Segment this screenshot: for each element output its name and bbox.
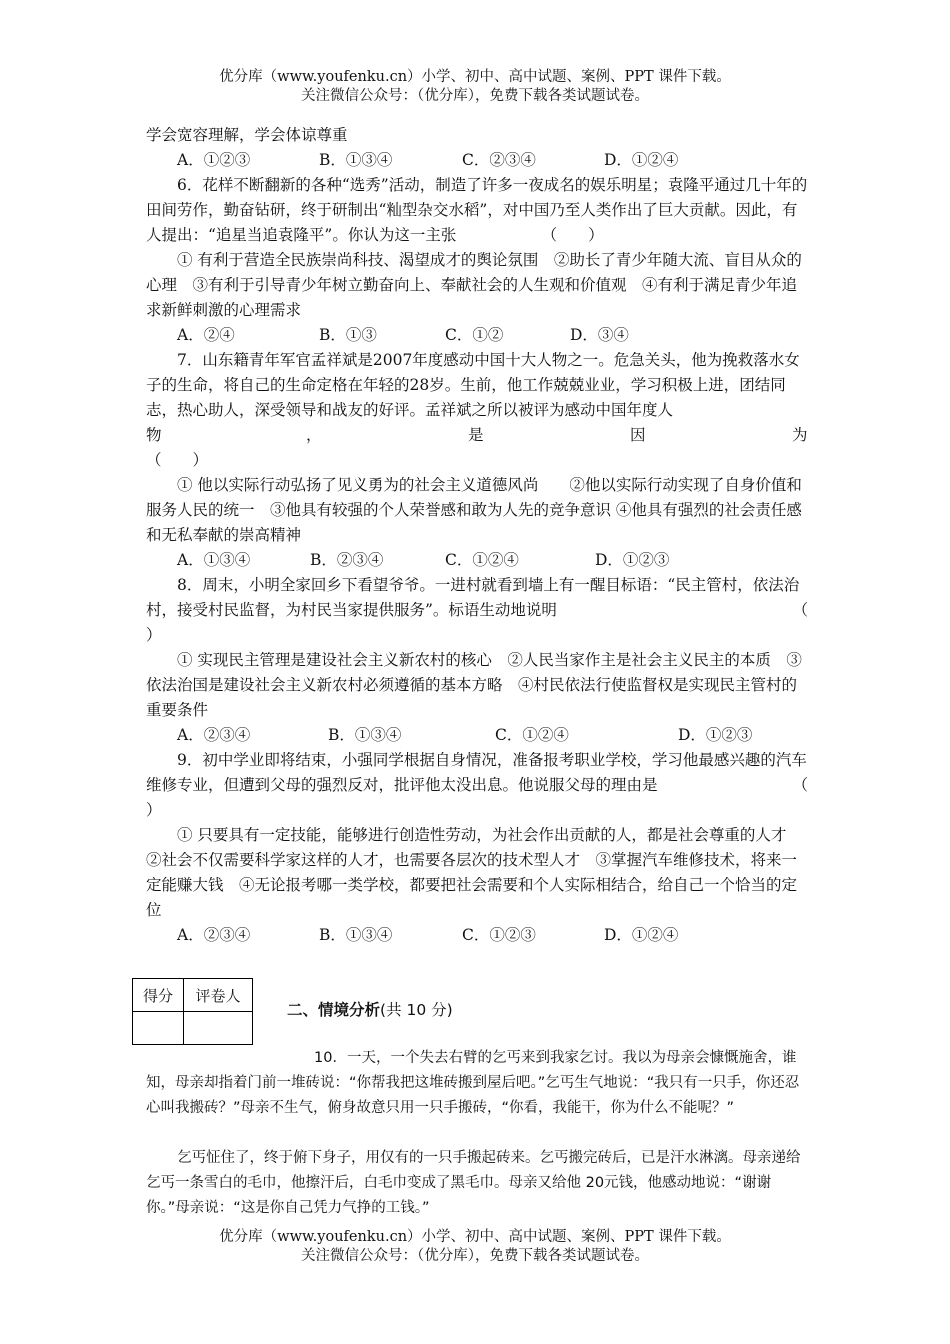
section-2-title bbox=[287, 998, 453, 1020]
score-table bbox=[132, 978, 253, 1045]
q7-stem: 7．山东籍青年军官孟祥斌是2007年度感动中国十大人物之一。危急关头，他为挽救落水女子的生命，将自己的生命定格在年轻的28岁。生前，他工作兢兢业业，学习积极上进，团结同志，热心助人，深受领导和战友的好评。孟祥斌之所以被评为感动中国年度人 bbox=[146, 351, 800, 419]
q7-spread-2: ， bbox=[306, 426, 322, 444]
section-2-points: (共 10 分) bbox=[380, 1001, 453, 1019]
score-header: 得分 bbox=[133, 979, 184, 1012]
grader-header: 评卷人 bbox=[184, 979, 253, 1012]
q10-indent-spacer bbox=[146, 1046, 314, 1071]
q9-paren-close: ） bbox=[146, 801, 162, 819]
q9-option-d: D．①②④ bbox=[604, 926, 679, 944]
q8-statements: ① 实现民主管理是建设社会主义新农村的核心 ②人民当家作主是社会主义民主的本质 ③依法治国是建设社会主义新农村必须遵循的基本方略 ④村民依法行使监督权是实现民主管村的重要条件 bbox=[146, 651, 802, 719]
q6-statements: ① 有利于营造全民族崇尚科技、渴望成才的舆论氛围 ②助长了青少年随大流、盲目从众的心理 ③有利于引导青少年树立勤奋向上、奉献社会的人生观和价值观 ④有利于满足青少年追求新鲜刺激的心理需求 bbox=[146, 251, 802, 319]
q8-stem: 8．周末，小明全家回乡下看望爷爷。一进村就看到墙上有一醒目标语：“民主管村，依法治村，接受村民监督，为村民当家提供服务”。标语生动地说明 bbox=[146, 576, 800, 619]
q9-option-c: C．①②③ bbox=[462, 926, 536, 944]
q8-paren-open: （ bbox=[792, 601, 808, 619]
q7-spread-5: 为 bbox=[792, 426, 808, 444]
q9-statements: ① 只要具有一定技能，能够进行创造性劳动，为社会作出贡献的人，都是社会尊重的人才 ②社会不仅需要科学家这样的人才，也需要各层次的技术型人才 ③掌握汽车维修技术，将来一定能赚大钱 ④无论报考哪一类学校，都要把社会需要和个人实际相结合，给自己一个恰当的定位 bbox=[146, 826, 802, 919]
q8-option-c: C．①②④ bbox=[495, 726, 569, 744]
q7-spread-3: 是 bbox=[468, 426, 484, 444]
q8-stem-block bbox=[146, 573, 808, 623]
q7-option-c: C．①②④ bbox=[445, 551, 519, 569]
q9-paren-open: （ bbox=[792, 776, 808, 794]
q7-stem-spread-line bbox=[146, 423, 808, 448]
q5-option-b: B．①③④ bbox=[319, 151, 393, 169]
q10-paragraph-2: 乞丐怔住了，终于俯下身子，用仅有的一只手搬起砖来。乞丐搬完砖后，已是汗水淋漓。母亲递给乞丐一条雪白的毛巾，他擦汗后，白毛巾变成了黑毛巾。母亲又给他 20元钱，他感动地说：“谢谢你。”母亲说：“这是你自己凭力气挣的工钱。” bbox=[146, 1150, 801, 1216]
q10-paragraph-1-block bbox=[146, 1046, 808, 1146]
footer-line-1: 优分库（www.youfenku.cn）小学、初中、高中试题、案例、PPT 课件下载。 bbox=[219, 1229, 731, 1245]
q7-option-d: D．①②③ bbox=[595, 551, 670, 569]
q7-spread-1: 物 bbox=[146, 426, 162, 444]
q7-statements: ① 他以实际行动弘扬了见义勇为的社会主义道德风尚 ②他以实际行动实现了自身价值和服务人民的统一 ③他具有较强的个人荣誉感和敢为人先的竞争意识 ④他具有强烈的社会责任感和无私奉献的崇高精神 bbox=[146, 476, 802, 544]
q8-option-b: B．①③④ bbox=[328, 726, 402, 744]
q6-option-b: B．①③ bbox=[319, 326, 377, 344]
footer-line-2: 关注微信公众号：（优分库），免费下载各类试题试卷。 bbox=[301, 1248, 649, 1264]
q5-continuation: 学会宽容理解，学会体谅尊重 bbox=[146, 126, 348, 144]
q6-option-c: C．①② bbox=[445, 326, 504, 344]
q10-paragraph-1: 10．一天，一个失去右臂的乞丐来到我家乞讨。我以为母亲会慷慨施舍，谁知，母亲却指着门前一堆砖说：“你帮我把这堆砖搬到屋后吧。”乞丐生气地说：“我只有一只手，你还忍心叫我搬砖？”母亲不生气，俯身故意只用一只手搬砖，“你看，我能干，你为什么不能呢？” bbox=[146, 1050, 800, 1116]
q7-answer-paren: （ ） bbox=[146, 451, 209, 469]
q6-option-d: D．③④ bbox=[570, 326, 629, 344]
q6-stem: 6．花样不断翻新的各种“选秀”活动，制造了许多一夜成名的娱乐明星；袁隆平通过几十年的田间劳作，勤奋钻研，终于研制出“籼型杂交水稻”，对中国乃至人类作出了巨大贡献。因此，有人提出：“追星当追袁隆平”。你认为这一主张 （ ） bbox=[146, 176, 808, 244]
grader-cell[interactable] bbox=[184, 1012, 253, 1045]
q9-stem-block bbox=[146, 748, 808, 798]
q5-option-d: D．①②④ bbox=[604, 151, 679, 169]
section-2-title-text: 二、情境分析 bbox=[287, 1001, 381, 1019]
q9-option-a: A．②③④ bbox=[177, 926, 251, 944]
q9-option-b: B．①③④ bbox=[319, 926, 393, 944]
q6-option-a: A．②④ bbox=[177, 326, 235, 344]
q5-option-a: A．①②③ bbox=[177, 151, 251, 169]
q8-option-a: A．②③④ bbox=[177, 726, 251, 744]
score-cell[interactable] bbox=[133, 1012, 184, 1045]
header-line-2: 关注微信公众号：（优分库），免费下载各类试题试卷。 bbox=[301, 88, 649, 104]
q7-option-a: A．①③④ bbox=[177, 551, 251, 569]
header-line-1: 优分库（www.youfenku.cn）小学、初中、高中试题、案例、PPT 课件下载。 bbox=[219, 69, 731, 85]
q7-spread-4: 因 bbox=[630, 426, 646, 444]
q8-paren-close: ） bbox=[146, 626, 162, 644]
q5-option-c: C．②③④ bbox=[462, 151, 536, 169]
q8-option-d: D．①②③ bbox=[678, 726, 753, 744]
q9-stem: 9．初中学业即将结束，小强同学根据自身情况，准备报考职业学校，学习他最感兴趣的汽车维修专业，但遭到父母的强烈反对，批评他太没出息。他说服父母的理由是 bbox=[146, 751, 807, 794]
q7-option-b: B．②③④ bbox=[310, 551, 384, 569]
